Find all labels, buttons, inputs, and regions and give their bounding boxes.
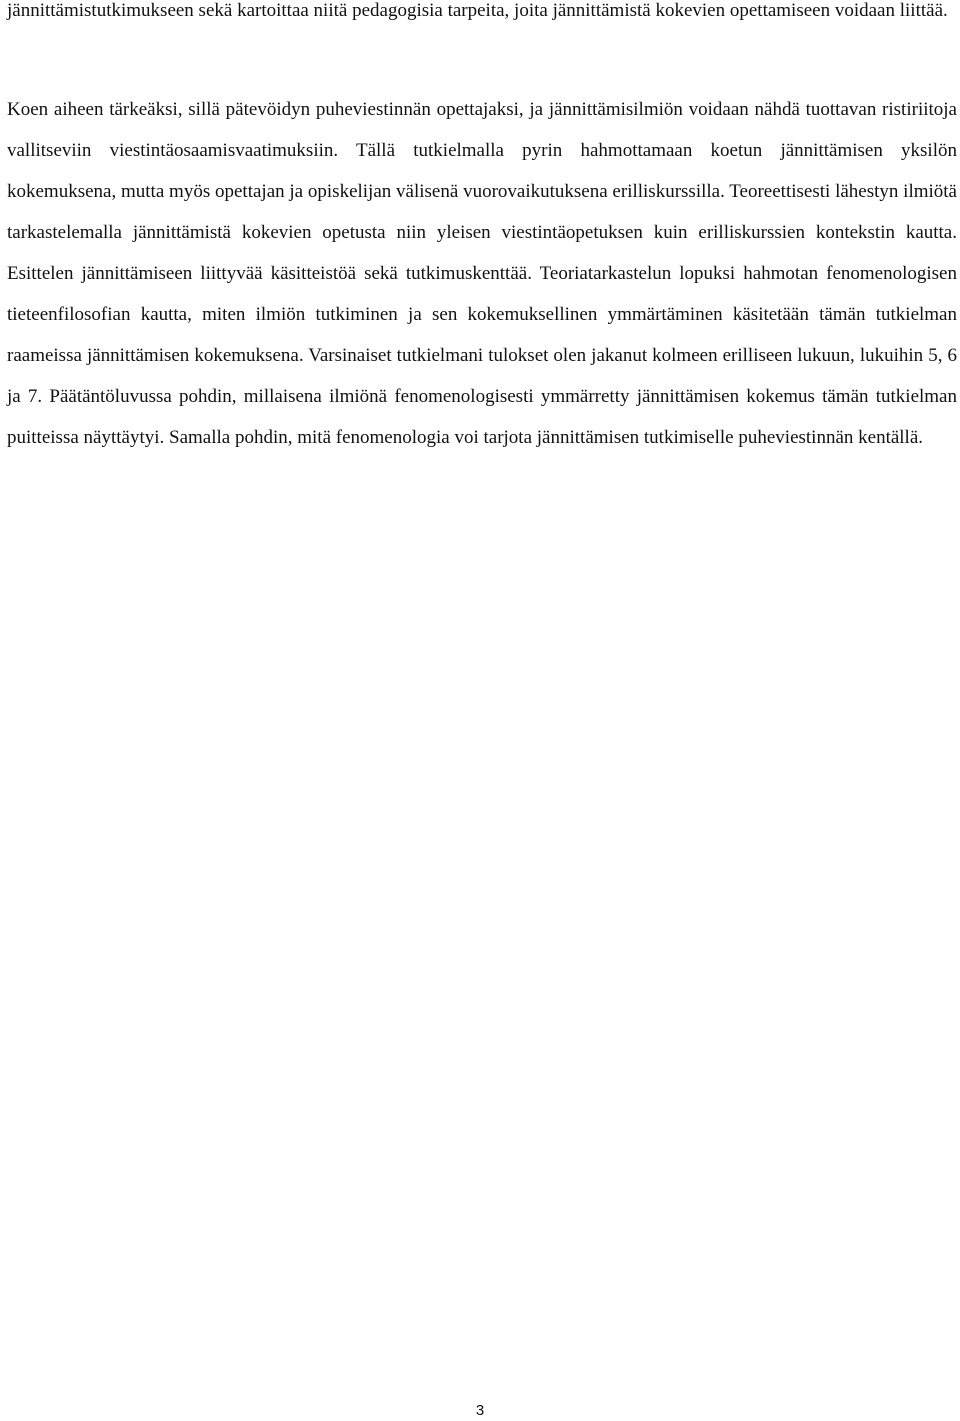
paragraph-main: Koen aiheen tärkeäksi, sillä pätevöidyn puheviestinnän opettajaksi, ja jännittämisilmiön voidaan nähdä tuottavan ristiriitoja vallitseviin viestintäosaamisvaatimuksiin. Tällä tutkielmalla pyrin hahmottamaan koetun jännittämisen yksilön kokemuksena, mutta myös opettajan ja opiskelijan välisenä vuorovaikutuksena erilliskurssilla. Teoreettisesti lähestyn ilmiötä tarkastelemalla jännittämistä kokevien opetusta niin yleisen viestintäopetuksen kuin erilliskurssien kontekstin kautta. Esittelen jännittämiseen liittyvää käsitteistöä sekä tutkimuskenttää. Teoriatarkastelun lopuksi hahmotan fenomenologisen tieteenfilosofian kautta, miten ilmiön tutkiminen ja sen kokemuksellinen ymmärtäminen käsitetään tämän tutkielman raameissa jännittämisen kokemuksena. Varsinaiset tutkielmani tulokset olen jakanut kolmeen erilliseen lukuun, lukuihin 5, 6 ja 7. Päätäntöluvussa pohdin, millaisena ilmiönä fenomenologisesti ymmärretty jännittämisen kokemus tämän tutkielman puitteissa näyttäytyi. Samalla pohdin, mitä fenomenologia voi tarjota jännittämisen tutkimiselle puheviestinnän kentällä. — [7, 99, 957, 448]
page-number: 3 — [475, 1402, 485, 1419]
paragraph-continued: jännittämistutkimukseen sekä kartoittaa niitä pedagogisia tarpeita, joita jännittämistä kokevien opettamiseen voidaan liittää. — [7, 0, 948, 21]
